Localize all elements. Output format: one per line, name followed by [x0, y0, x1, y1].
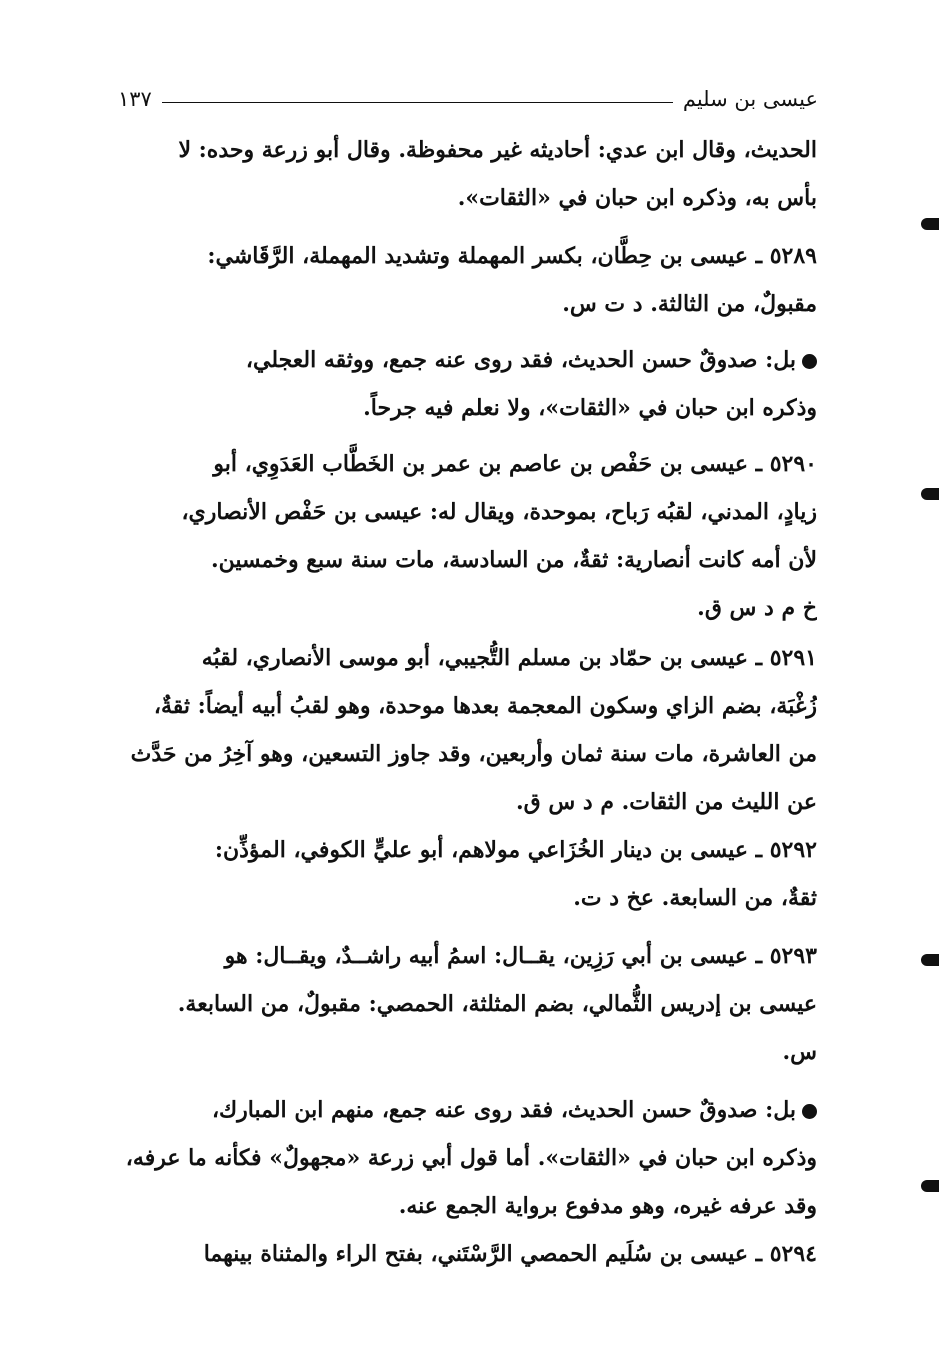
text-line: ٥٢٩٣ ـ عيسى بن أبي رَزِين، يقــال: اسمُ أبيه راشــدٌ، ويقــال: هو	[224, 943, 817, 969]
text-line: بأس به، وذكره ابن حبان في «الثقات».	[457, 185, 817, 211]
text-line: وقد عرفه غيره، وهو مدفوع برواية الجمع عنه.	[398, 1193, 817, 1219]
line-text: بل: صدوقٌ حسن الحديث، فقد روى عنه جمع، ووثقه العجلي،	[245, 347, 796, 373]
text-line: ٥٢٩٢ ـ عيسى بن دينار الخُزَاعي مولاهم، أبو عليٍّ الكوفي، المؤذِّن:	[214, 837, 817, 863]
entry-5289	[117, 232, 817, 328]
running-title: عيسى بن سليم	[682, 87, 818, 111]
text-line: الحديث، وقال ابن عدي: أحاديثه غير محفوظة. وقال أبو زرعة وحده: لا	[178, 137, 817, 163]
text-line: وذكره ابن حبان في «الثقات». أما قول أبي زرعة «مجهولٌ» فكأنه ما عرفه،	[125, 1145, 817, 1171]
text-line: لأن أمه كانت أنصارية: ثقةٌ، من السادسة، مات سنة سبع وخمسين.	[211, 547, 817, 573]
page-number: ١٣٧	[118, 87, 152, 111]
edge-thumb-mark	[921, 954, 939, 966]
edge-thumb-mark	[921, 1180, 939, 1192]
text-line: وذكره ابن حبان في «الثقات»، ولا نعلم فيه جرحاً.	[363, 395, 817, 421]
text-line: خ م د س ق.	[697, 595, 817, 621]
bullet-icon	[802, 354, 817, 369]
text-line: زيادٍ، المدني، لقبُه رَباح، بموحدة، ويقال له: عيسى بن حَفْص الأنصاري،	[181, 499, 817, 525]
entry-5290	[117, 440, 817, 632]
edge-thumb-mark	[921, 218, 939, 230]
text-line: س.	[782, 1039, 817, 1065]
text-line: ٥٢٩٠ ـ عيسى بن حَفْص بن عاصم بن عمر بن الخَطَّاب العَدَوِي، أبو	[213, 451, 817, 477]
text-line: ٥٢٩٤ ـ عيسى بن سُلَيم الحمصي الرَّسْتَني، بفتح الراء والمثناة بينهما	[203, 1241, 817, 1267]
text-line: مقبولٌ، من الثالثة. د ت س.	[562, 291, 817, 317]
commentary-5289	[117, 336, 817, 432]
line-text: بل: صدوقٌ حسن الحديث، فقد روى عنه جمع، منهم ابن المبارك،	[211, 1097, 796, 1123]
text-line: ثقةٌ، من السابعة. عخ د ت.	[573, 885, 817, 911]
edge-thumb-mark	[921, 488, 939, 500]
text-line: من العاشرة، مات سنة ثمان وأربعين، وقد جاوز التسعين، وهو آخِرُ من حَدَّث	[130, 741, 817, 767]
entry-5292	[117, 826, 817, 922]
paragraph-continuation	[117, 126, 817, 222]
page-header	[118, 82, 818, 116]
entry-5294	[117, 1230, 817, 1278]
text-line	[117, 336, 817, 384]
text-line	[117, 1086, 817, 1134]
header-rule	[162, 102, 673, 103]
entry-5291	[117, 634, 817, 826]
entry-5293	[117, 932, 817, 1076]
commentary-5293	[117, 1086, 817, 1230]
text-line: ٥٢٩١ ـ عيسى بن حمّاد بن مسلم التُّجيبي، أبو موسى الأنصاري، لقبُه	[201, 645, 817, 671]
bullet-icon	[802, 1104, 817, 1119]
text-line: عيسى بن إدريس الثُّمالي، بضم المثلثة، الحمصي: مقبولٌ، من السابعة.	[177, 991, 817, 1017]
text-line: زُغْبَة، بضم الزاي وسكون المعجمة بعدها موحدة، وهو لقبُ أبيه أيضاً: ثقةٌ،	[153, 693, 817, 719]
text-line: ٥٢٨٩ ـ عيسى بن حِطَّان، بكسر المهملة وتشديد المهملة، الرَّقَاشي:	[207, 243, 817, 269]
text-line: عن الليث من الثقات. م د س ق.	[515, 789, 817, 815]
